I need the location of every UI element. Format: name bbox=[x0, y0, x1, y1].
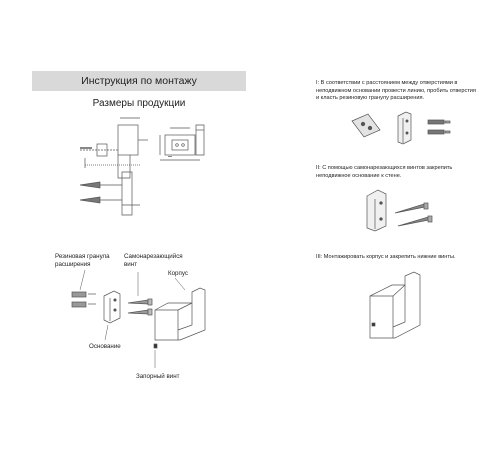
label-body: Корпус bbox=[168, 270, 188, 277]
label-rubber-plug: Резиновая гранула расширения bbox=[55, 253, 110, 268]
dimension-marks bbox=[80, 147, 172, 157]
label-self-tap-screw: Самонарезающийся винт bbox=[124, 253, 183, 268]
instruction-title-text: Инструкция по монтажу bbox=[81, 75, 197, 87]
label-lock-screw: Запорный винт bbox=[136, 373, 180, 380]
step-3-text: III: Монтажировать корпус и закрепить нижние винты. bbox=[316, 254, 456, 260]
hook-assembled-side-drawing bbox=[80, 172, 140, 215]
hook-side-view-drawing bbox=[196, 125, 204, 155]
step-2-text: II: С помощью самонарезающихся винтов закрепить неподвижное основание к стене. bbox=[316, 165, 453, 179]
step-3-illustration bbox=[370, 272, 420, 338]
exploded-view-drawing bbox=[72, 270, 205, 368]
label-base: Основание bbox=[89, 343, 121, 350]
step-2-illustration bbox=[367, 190, 432, 231]
dimensions-heading: Размеры продукции bbox=[92, 98, 186, 109]
step-1-text: I: В соответствии с расстоянием между отверстиями в неподвижном основании провести линию, пробить отверстия и класть резиновую гранулу расширения. bbox=[316, 80, 476, 101]
step-1-illustration bbox=[352, 112, 450, 144]
base-plate-drawing bbox=[160, 128, 200, 160]
